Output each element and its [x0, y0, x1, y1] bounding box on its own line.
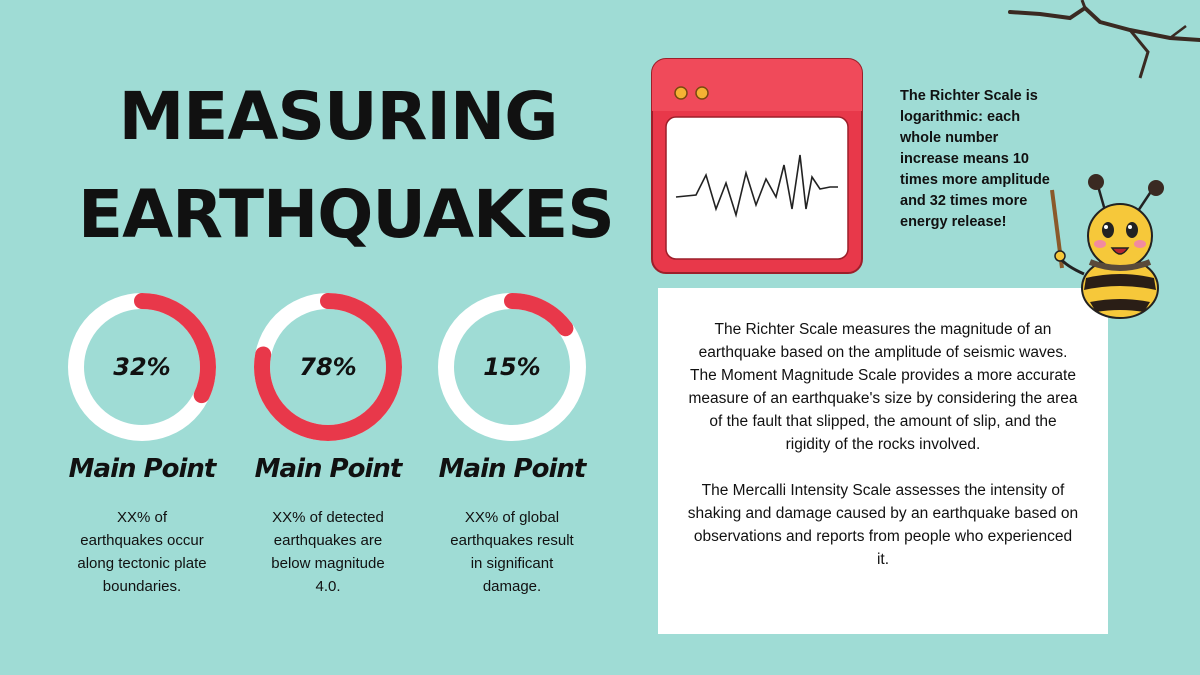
stat-description: XX% of earthquakes occur along tectonic plate boundaries. — [77, 509, 207, 595]
title-line-2: EARTHQUAKES — [78, 176, 614, 253]
progress-ring-3 — [437, 292, 587, 442]
stat-percent: 78% — [299, 353, 357, 381]
stat-card-1 — [67, 292, 217, 598]
card-paragraph-1: The Richter Scale measures the magnitude of an earthquake based on the amplitude of seismic waves. The Moment Magnitude Scale provides a more accurate measure of an earthquake's size by considering the area of the fault that slipped, the amount of slip, and the rigidity of the rocks involved. — [688, 321, 1078, 453]
seismograph-monitor-icon — [650, 57, 864, 277]
stat-heading: Main Point — [254, 454, 402, 484]
info-card — [658, 288, 1108, 634]
stat-description: XX% of detected earthquakes are below magnitude 4.0. — [271, 509, 385, 595]
stat-card-2 — [253, 292, 403, 598]
stat-percent: 32% — [113, 353, 171, 381]
bee-mascot-icon — [1040, 170, 1180, 320]
stat-heading: Main Point — [438, 454, 586, 484]
stat-heading: Main Point — [68, 454, 216, 484]
richter-tip-text: The Richter Scale is logarithmic: each whole number increase means 10 times more amplitude and 32 times more energy release! — [900, 88, 1050, 230]
stat-description: XX% of global earthquakes result in significant damage. — [450, 509, 574, 595]
ground-crack-icon — [1000, 0, 1200, 80]
card-paragraph-2: The Mercalli Intensity Scale assesses the intensity of shaking and damage caused by an earthquake based on observations and reports from people who experienced it. — [687, 482, 1079, 568]
page-title — [78, 68, 614, 264]
progress-ring-2 — [253, 292, 403, 442]
progress-ring-1 — [67, 292, 217, 442]
stat-card-3 — [437, 292, 587, 598]
stat-percent: 15% — [483, 353, 541, 381]
title-line-1: MEASURING — [118, 78, 558, 155]
